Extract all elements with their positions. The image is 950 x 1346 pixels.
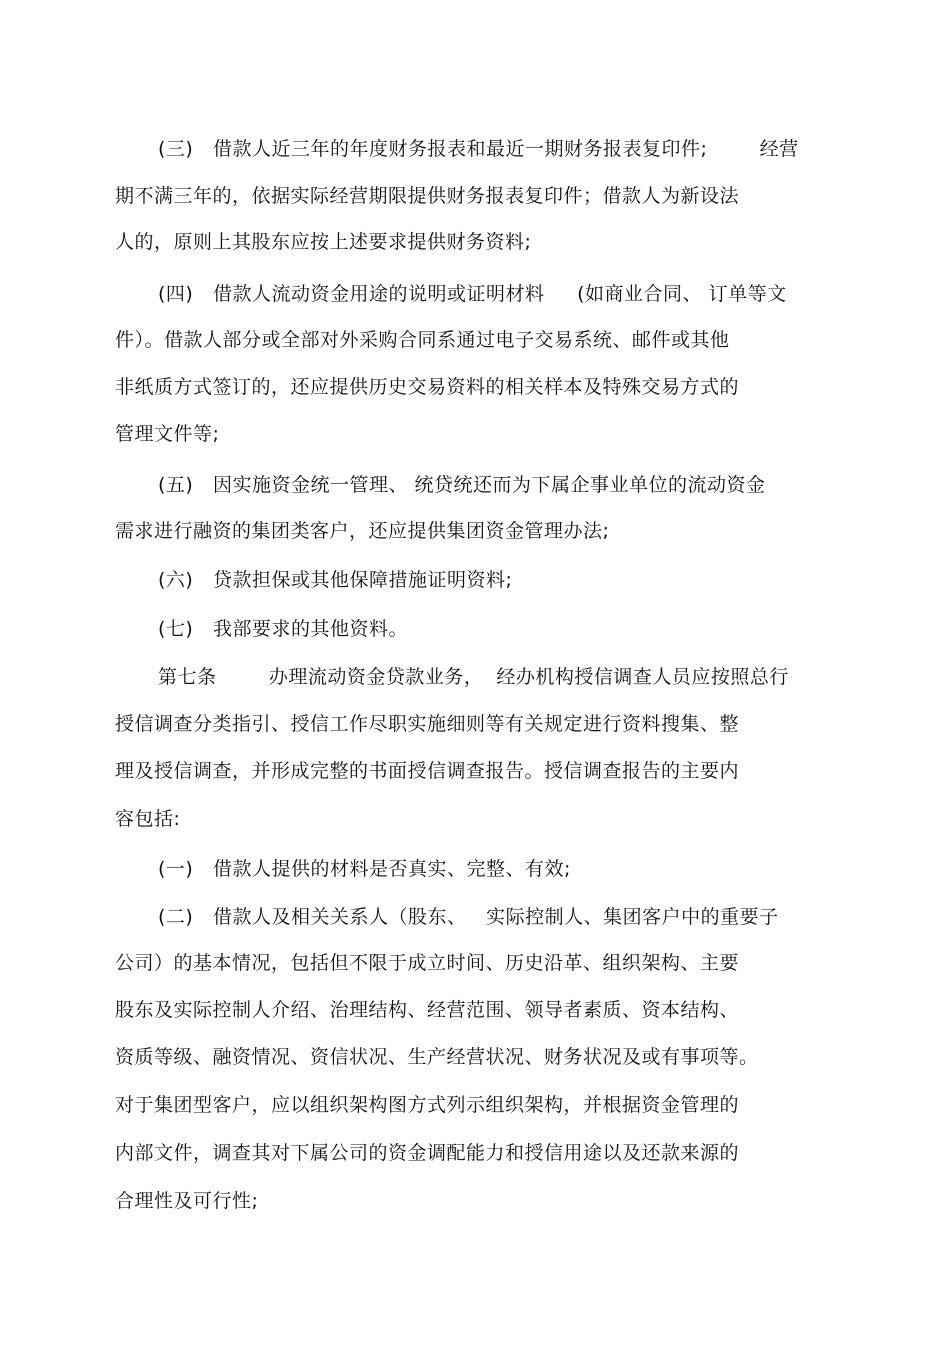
text-line: 容包括: [115, 808, 181, 830]
text-line: (四) 借款人流动资金用途的说明或证明材料 (如商业合同、 订单等文 [158, 283, 787, 305]
text-line: 对于集团型客户，应以组织架构图方式列示组织架构，并根据资金管理的 [115, 1094, 740, 1116]
text-line: (一) 借款人提供的材料是否真实、完整、有效; [158, 858, 571, 880]
text-line: (七) 我部要求的其他资料。 [158, 618, 408, 640]
text-line: (六) 贷款担保或其他保障措施证明资料; [158, 569, 513, 591]
text-line: (五) 因实施资金统一管理、 统贷统还而为下属企事业单位的流动资金 [158, 474, 766, 496]
text-line: 期不满三年的，依据实际经营期限提供财务报表复印件；借款人为新设法 [115, 185, 740, 207]
text-line: 合理性及可行性; [115, 1190, 259, 1212]
text-line: 股东及实际控制人介绍、治理结构、经营范围、领导者素质、资本结构、 [115, 999, 740, 1021]
text-line: (三) 借款人近三年的年度财务报表和最近一期财务报表复印件; 经营 [158, 138, 799, 160]
text-line: 第七条 办理流动资金贷款业务， 经办机构授信调查人员应按照总行 [158, 666, 789, 688]
text-line: 件）。借款人部分或全部对外采购合同系通过电子交易系统、邮件或其他 [115, 329, 730, 351]
text-line: 资质等级、融资情况、资信状况、生产经营状况、财务状况及或有事项等。 [115, 1046, 759, 1068]
text-line: 理及授信调查，并形成完整的书面授信调查报告。授信调查报告的主要内 [115, 760, 740, 782]
text-line: 人的，原则上其股东应按上述要求提供财务资料; [115, 231, 532, 253]
text-line: 内部文件，调查其对下属公司的资金调配能力和授信用途以及还款来源的 [115, 1142, 740, 1164]
text-line: 授信调查分类指引、授信工作尽职实施细则等有关规定进行资料搜集、整 [115, 713, 740, 735]
text-line: 非纸质方式签订的，还应提供历史交易资料的相关样本及特殊交易方式的 [115, 376, 740, 398]
text-line: 公司）的基本情况，包括但不限于成立时间、历史沿革、组织架构、主要 [115, 952, 740, 974]
text-line: (二) 借款人及相关关系人（股东、 实际控制人、集团客户中的重要子 [158, 906, 779, 928]
text-line: 管理文件等; [115, 423, 220, 445]
text-line: 需求进行融资的集团类客户，还应提供集团资金管理办法; [115, 520, 610, 542]
